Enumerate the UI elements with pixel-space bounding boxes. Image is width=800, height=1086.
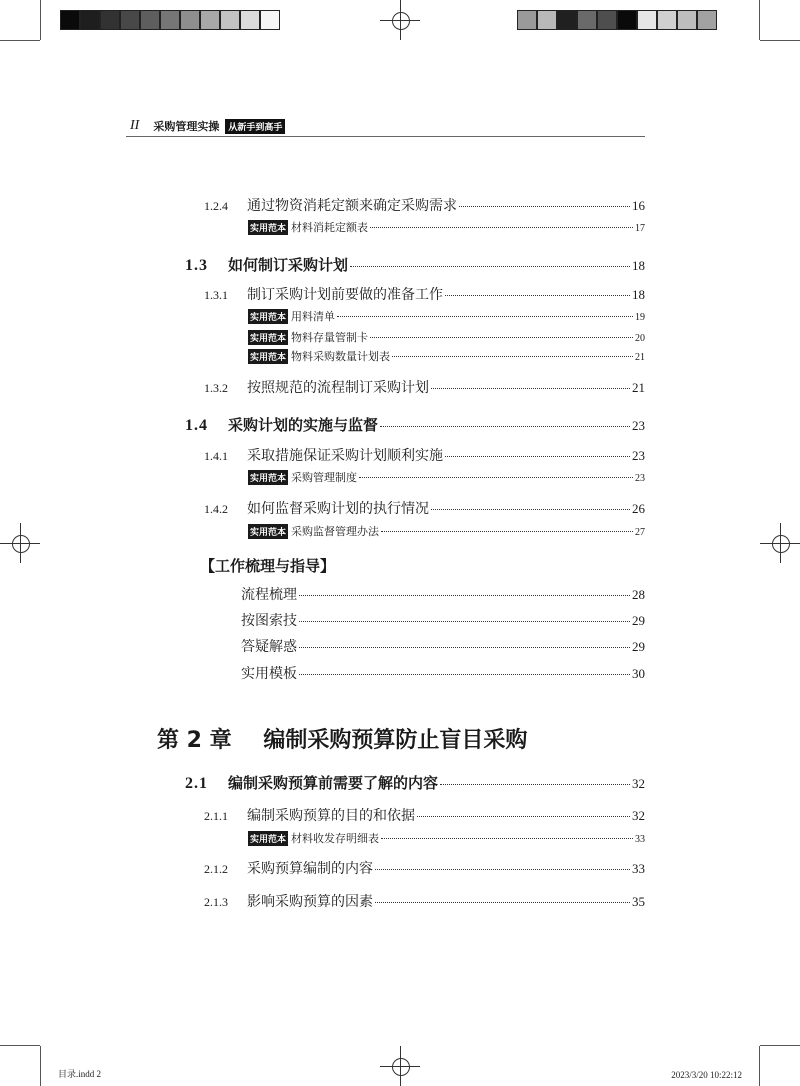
entry-number: 1.3.2	[204, 381, 228, 395]
color-swatch	[657, 10, 677, 30]
example-title: 采购管理制度	[291, 471, 358, 484]
color-swatch	[637, 10, 657, 30]
chapter-title: 编制采购预算防止盲目采购	[263, 728, 528, 753]
toc-guide-item-4[interactable]	[241, 663, 645, 683]
chapter-label: 第 2 章	[157, 728, 232, 753]
crop-mark	[759, 0, 760, 40]
toc-example-19[interactable]	[248, 308, 645, 324]
color-swatch	[697, 10, 717, 30]
dot-leader	[459, 206, 630, 207]
entry-number: 1.4.1	[204, 449, 228, 463]
toc-section-1-4[interactable]	[185, 414, 645, 435]
guide-item-title: 答疑解惑	[241, 639, 297, 655]
registration-mark-top	[380, 0, 420, 40]
dot-leader	[299, 595, 630, 596]
color-swatch	[597, 10, 617, 30]
section-number: 1.3	[185, 257, 208, 274]
crop-mark	[760, 1045, 800, 1046]
toc-example-33[interactable]	[248, 830, 645, 846]
example-badge: 实用范本	[248, 524, 288, 539]
example-title: 用料清单	[291, 310, 336, 323]
entry-page: 21	[632, 380, 645, 395]
dot-leader	[299, 647, 630, 648]
toc-example-27[interactable]	[248, 523, 645, 539]
crop-mark	[0, 40, 40, 41]
guide-item-page: 29	[632, 613, 645, 628]
example-badge: 实用范本	[248, 220, 288, 235]
example-page: 19	[635, 312, 645, 323]
file-slug: 目录.indd 2	[58, 1069, 102, 1079]
dot-leader	[299, 674, 630, 675]
example-page: 33	[635, 834, 645, 845]
example-page: 23	[635, 473, 645, 484]
dot-leader	[359, 477, 633, 478]
example-page: 27	[635, 527, 645, 538]
dot-leader	[299, 621, 630, 622]
guide-item-page: 29	[632, 639, 645, 654]
guide-item-title: 实用模板	[241, 666, 297, 682]
toc-entry-1-3-2[interactable]	[204, 377, 645, 397]
example-title: 采购监督管理办法	[291, 525, 380, 538]
toc-entry-2-1-2[interactable]	[204, 858, 645, 878]
toc-example-20[interactable]	[248, 329, 645, 345]
color-bar-right	[517, 10, 717, 30]
dot-leader	[381, 531, 633, 532]
dot-leader	[431, 388, 630, 389]
example-badge: 实用范本	[248, 309, 288, 324]
dot-leader	[440, 784, 630, 785]
example-title: 物料存量管制卡	[291, 331, 369, 344]
book-subtitle-badge: 从新手到高手	[225, 119, 285, 134]
color-swatch	[677, 10, 697, 30]
toc-example-17[interactable]	[248, 219, 645, 235]
chapter-heading[interactable]	[157, 723, 527, 754]
example-page: 20	[635, 333, 645, 344]
color-swatch	[537, 10, 557, 30]
toc-entry-1-4-2[interactable]	[204, 498, 645, 518]
page-number: II	[130, 118, 140, 133]
color-swatch	[260, 10, 280, 30]
section-title: 采购计划的实施与监督	[228, 416, 379, 434]
crop-mark	[40, 1046, 41, 1086]
registration-mark-left	[0, 523, 40, 563]
dot-leader	[370, 337, 633, 338]
dot-leader	[417, 816, 630, 817]
dot-leader	[375, 869, 630, 870]
color-swatch	[517, 10, 537, 30]
guide-heading: 【工作梳理与指导】	[200, 557, 336, 575]
dot-leader	[370, 227, 633, 228]
entry-number: 2.1.3	[204, 895, 228, 909]
toc-guide-item-1[interactable]	[241, 584, 645, 604]
registration-mark-bottom	[380, 1046, 420, 1086]
example-page: 21	[635, 352, 645, 363]
entry-page: 32	[632, 808, 645, 823]
dot-leader	[337, 316, 633, 317]
entry-title: 通过物资消耗定额来确定采购需求	[247, 198, 457, 214]
crop-mark	[0, 1045, 40, 1046]
crop-mark	[760, 40, 800, 41]
section-page: 32	[632, 776, 645, 791]
color-swatch	[180, 10, 200, 30]
example-title: 材料收发存明细表	[291, 832, 380, 845]
toc-entry-1-4-1[interactable]	[204, 445, 645, 465]
entry-title: 影响采购预算的因素	[247, 894, 373, 910]
color-swatch	[200, 10, 220, 30]
toc-example-21[interactable]	[248, 348, 645, 364]
example-title: 材料消耗定额表	[291, 221, 369, 234]
running-header	[130, 118, 285, 134]
entry-page: 16	[632, 198, 645, 213]
dot-leader	[350, 266, 630, 267]
registration-mark-right	[760, 523, 800, 563]
toc-entry-2-1-1[interactable]	[204, 805, 645, 825]
section-page: 23	[632, 418, 645, 433]
color-swatch	[140, 10, 160, 30]
book-title: 采购管理实操	[153, 120, 220, 133]
guide-item-page: 28	[632, 587, 645, 602]
toc-entry-2-1-3[interactable]	[204, 891, 645, 911]
entry-number: 1.3.1	[204, 288, 228, 302]
timestamp-slug: 2023/3/20 10:22:12	[671, 1070, 742, 1080]
guide-item-page: 30	[632, 666, 645, 681]
example-badge: 实用范本	[248, 831, 288, 846]
example-badge: 实用范本	[248, 349, 288, 364]
section-title: 编制采购预算前需要了解的内容	[228, 774, 439, 792]
dot-leader	[375, 902, 630, 903]
toc-guide-item-3[interactable]	[241, 636, 645, 656]
entry-title: 按照规范的流程制订采购计划	[247, 380, 429, 396]
section-number: 2.1	[185, 775, 208, 792]
guide-item-title: 流程梳理	[241, 587, 297, 603]
entry-page: 33	[632, 861, 645, 876]
entry-title: 采取措施保证采购计划顺利实施	[247, 448, 443, 464]
entry-title: 制订采购计划前要做的准备工作	[247, 287, 443, 303]
example-badge: 实用范本	[248, 330, 288, 345]
dot-leader	[381, 838, 633, 839]
section-number: 1.4	[185, 417, 208, 434]
color-swatch	[617, 10, 637, 30]
section-page: 18	[632, 258, 645, 273]
dot-leader	[431, 509, 630, 510]
toc-entry-1-3-1[interactable]	[204, 284, 645, 304]
entry-page: 18	[632, 287, 645, 302]
crop-mark	[40, 0, 41, 40]
entry-page: 26	[632, 501, 645, 516]
color-swatch	[60, 10, 80, 30]
color-swatch	[577, 10, 597, 30]
entry-number: 1.4.2	[204, 502, 228, 516]
guide-item-title: 按图索技	[241, 613, 297, 629]
color-bar-left	[60, 10, 280, 30]
dot-leader	[445, 295, 630, 296]
color-swatch	[100, 10, 120, 30]
section-title: 如何制订采购计划	[228, 256, 349, 274]
entry-title: 编制采购预算的目的和依据	[247, 808, 415, 824]
example-page: 17	[635, 223, 645, 234]
toc-section-1-3[interactable]	[185, 254, 645, 275]
toc-entry-1-2-4[interactable]	[204, 195, 645, 215]
entry-page: 23	[632, 448, 645, 463]
entry-title: 如何监督采购计划的执行情况	[247, 501, 429, 517]
color-swatch	[240, 10, 260, 30]
entry-number: 1.2.4	[204, 199, 228, 213]
color-swatch	[220, 10, 240, 30]
color-swatch	[557, 10, 577, 30]
color-swatch	[160, 10, 180, 30]
entry-number: 2.1.2	[204, 862, 228, 876]
dot-leader	[380, 426, 630, 427]
dot-leader	[392, 356, 633, 357]
color-swatch	[80, 10, 100, 30]
entry-page: 35	[632, 894, 645, 909]
toc-section-2-1[interactable]	[185, 772, 645, 793]
example-title: 物料采购数量计划表	[291, 350, 391, 363]
crop-mark	[759, 1046, 760, 1086]
toc-example-23[interactable]	[248, 469, 645, 485]
entry-title: 采购预算编制的内容	[247, 861, 373, 877]
entry-number: 2.1.1	[204, 809, 228, 823]
color-swatch	[120, 10, 140, 30]
header-rule	[126, 136, 645, 137]
toc-guide-item-2[interactable]	[241, 610, 645, 630]
dot-leader	[445, 456, 630, 457]
example-badge: 实用范本	[248, 470, 288, 485]
